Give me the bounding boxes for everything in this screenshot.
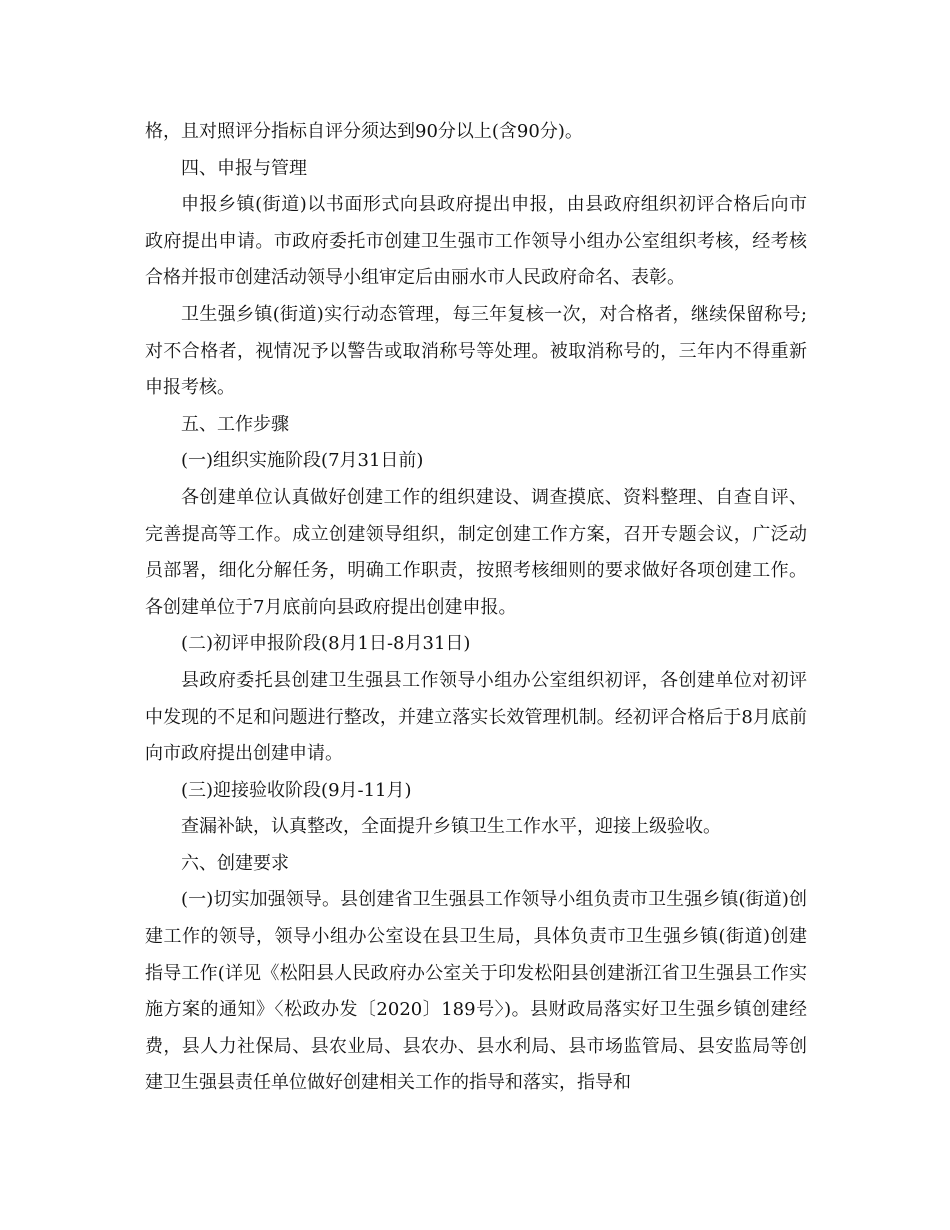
subheading-stage-1: (一)组织实施阶段(7月31日前) xyxy=(181,450,424,472)
paragraph-stage-2: 县政府委托县创建卫生强县工作领导小组办公室组织初评，各创建单位对初评中发现的不足和问题进行整改，并建立落实长效管理机制。经初评合格后于8月底前向市政府提出创建申请。 xyxy=(145,669,807,765)
paragraph-dynamic-management: 卫生强乡镇(街道)实行动态管理，每三年复核一次，对合格者，继续保留称号;对不合格者，视情况予以警告或取消称号等处理。被取消称号的，三年内不得重新申报考核。 xyxy=(145,303,807,399)
section-heading-requirements: 六、创建要求 xyxy=(181,852,289,874)
paragraph-stage-3: 查漏补缺，认真整改，全面提升乡镇卫生工作水平，迎接上级验收。 xyxy=(181,816,721,838)
subheading-stage-3: (三)迎接验收阶段(9月-11月) xyxy=(181,779,412,801)
document-body xyxy=(145,114,807,1102)
paragraph-stage-1: 各创建单位认真做好创建工作的组织建设、调查摸底、资料整理、自查自评、完善提高等工作。成立创建领导组织，制定创建工作方案，召开专题会议，广泛动员部署，细化分解任务，明确工作职责，按照考核细则的要求做好各项创建工作。各创建单位于7月底前向县政府提出创建申报。 xyxy=(145,486,807,618)
section-heading-work-steps: 五、工作步骤 xyxy=(181,413,289,435)
subheading-stage-2: (二)初评申报阶段(8月1日-8月31日) xyxy=(181,633,471,655)
paragraph-application: 申报乡镇(街道)以书面形式向县政府提出申报，由县政府组织初评合格后向市政府提出申请。市政府委托市创建卫生强市工作领导小组办公室组织考核，经考核合格并报市创建活动领导小组审定后由丽水市人民政府命名、表彰。 xyxy=(145,194,807,289)
paragraph-continuation: 格，且对照评分指标自评分须达到90分以上(含90分)。 xyxy=(145,121,583,142)
paragraph-requirement-1: (一)切实加强领导。县创建省卫生强县工作领导小组负责市卫生强乡镇(街道)创建工作的领导，领导小组办公室设在县卫生局，具体负责市卫生强乡镇(街道)创建指导工作(详见《松阳县人民政府办公室关于印发松阳县创建浙江省卫生强县工作实施方案的通知》〈松政办发〔2020〕189号〉)。县财政局落实好卫生强乡镇创建经费，县人力社保局、县农业局、县农办、县水利局、县市场监管局、县安监局等创建卫生强县责任单位做好创建相关工作的指导和落实，指导和 xyxy=(145,889,807,1094)
section-heading-application-management: 四、申报与管理 xyxy=(181,157,307,179)
